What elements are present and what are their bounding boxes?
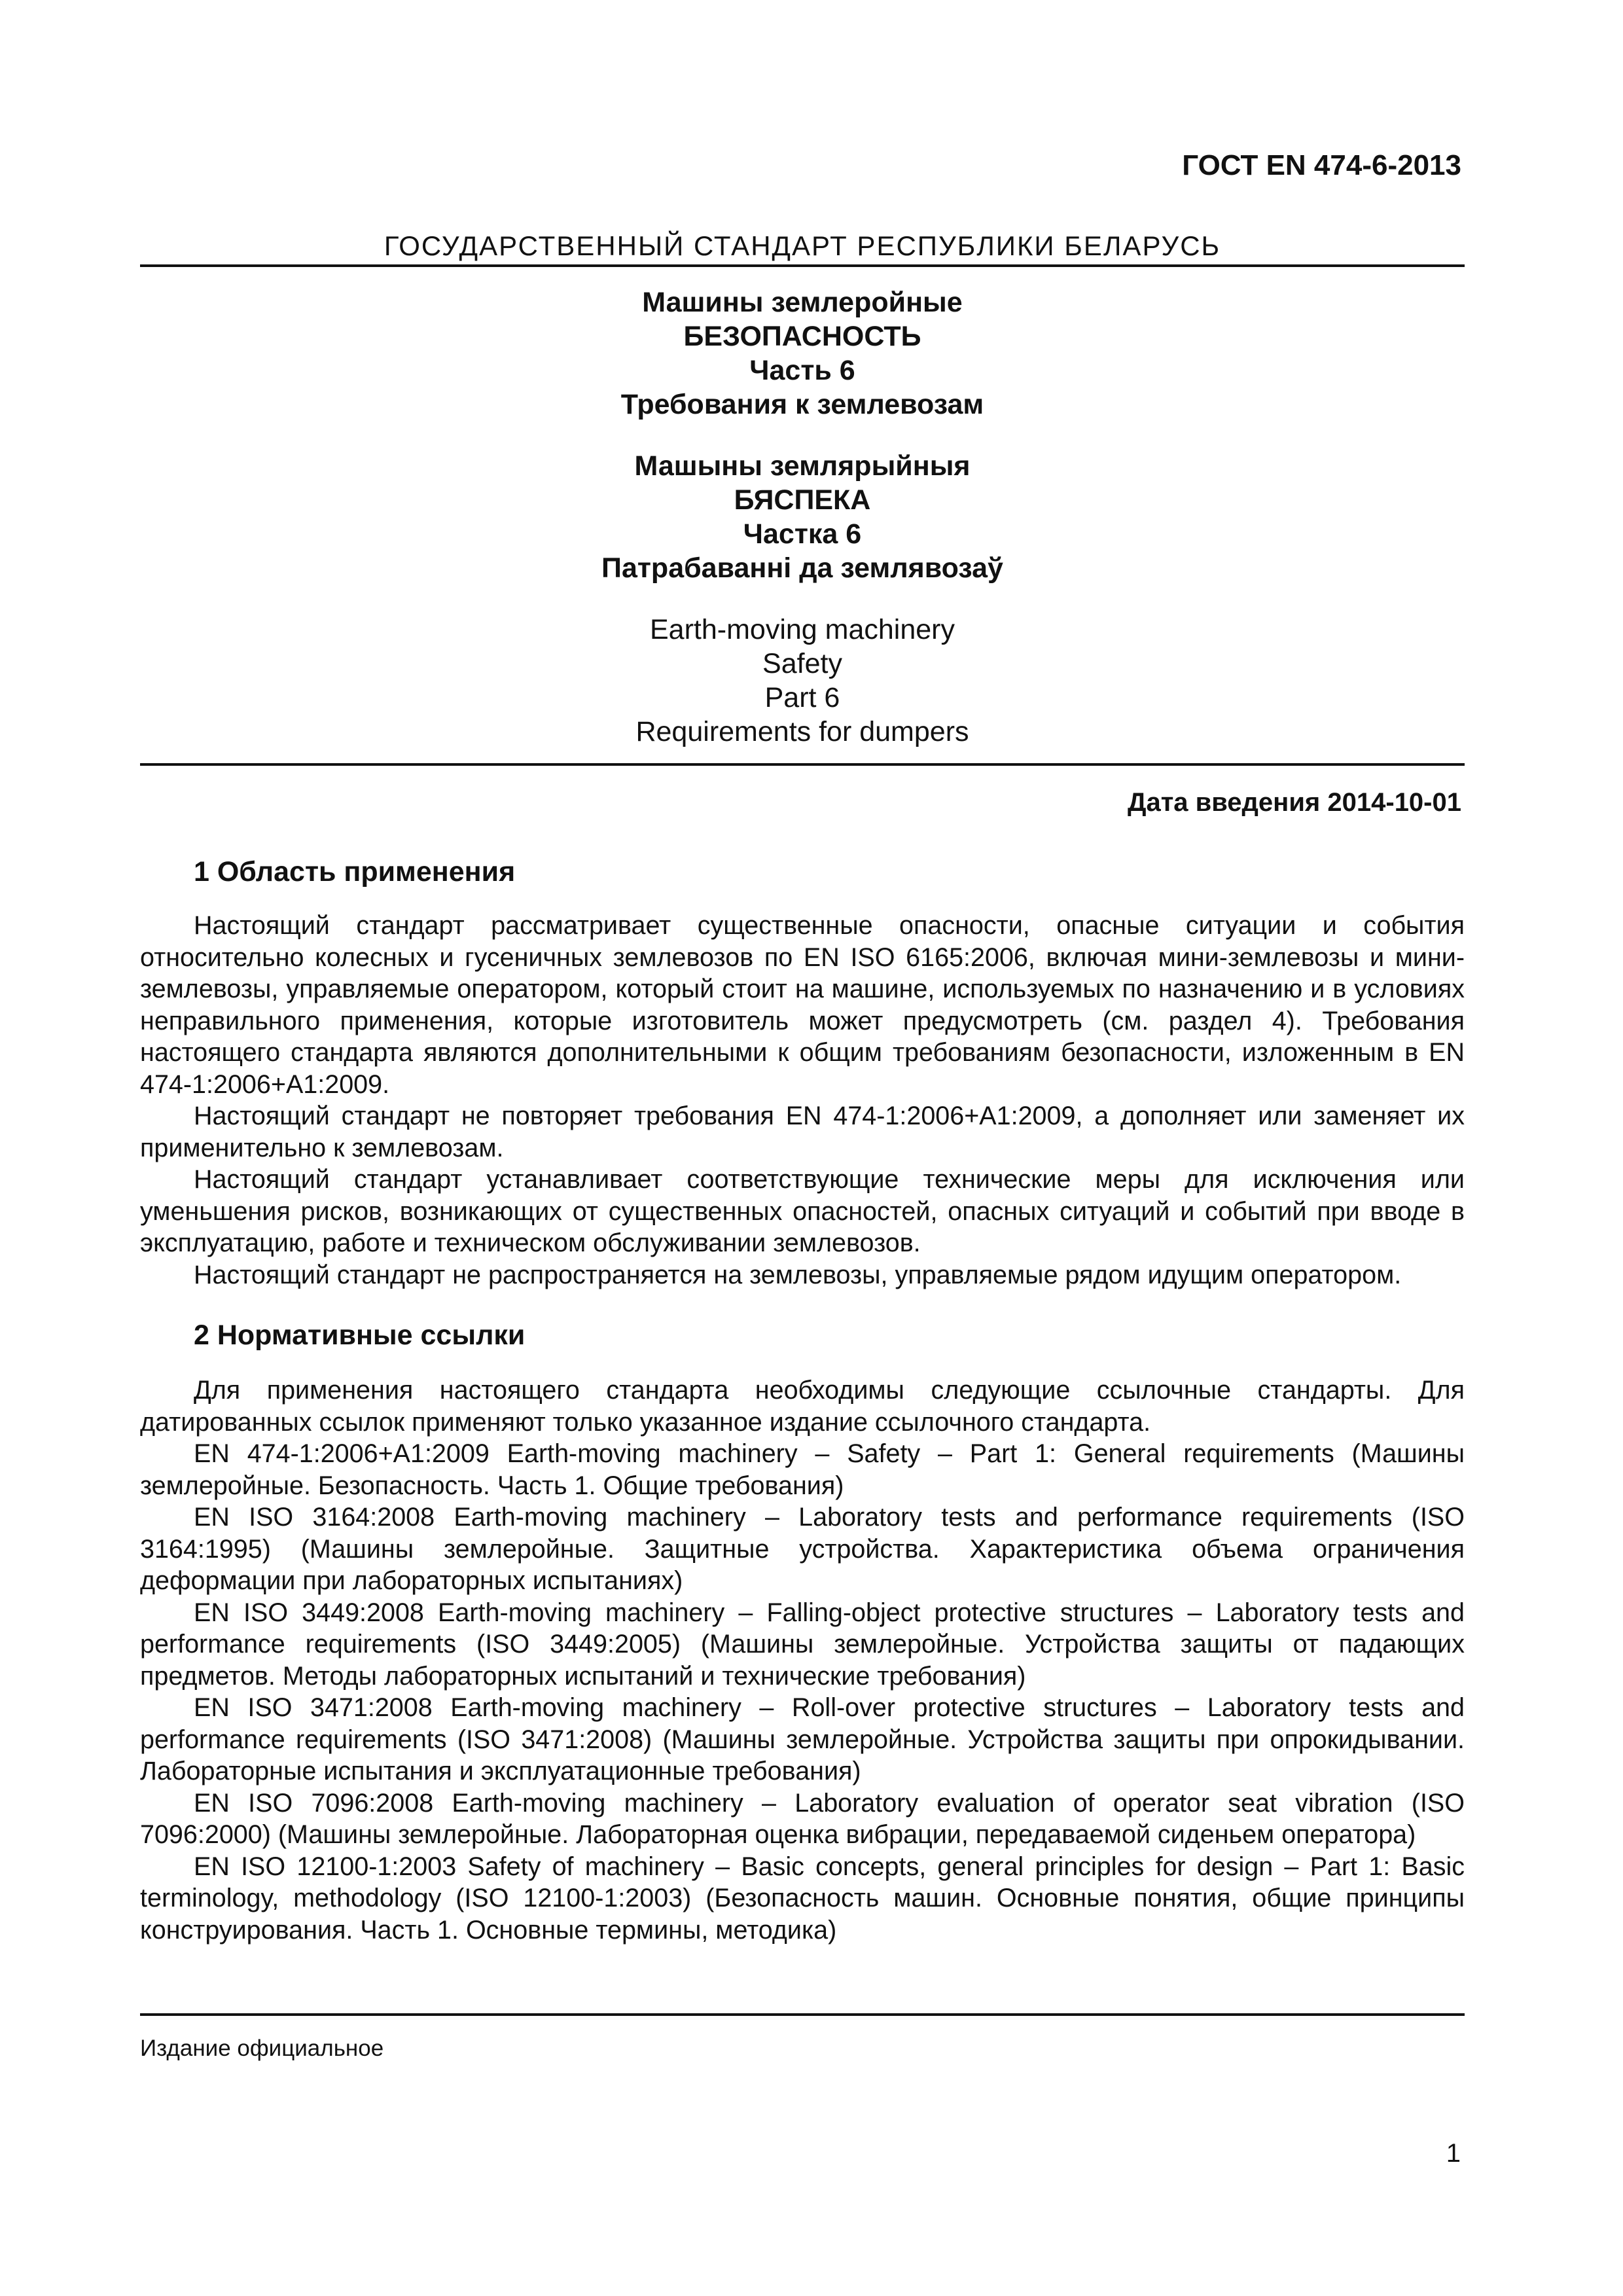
header-rule bbox=[140, 264, 1465, 267]
document-code: ГОСТ EN 474-6-2013 bbox=[1182, 149, 1461, 181]
title-be-line-1: Машыны землярыйныя bbox=[634, 450, 971, 482]
title-ru-line-1: Машины землеройные bbox=[642, 287, 963, 318]
title-en-line-4: Requirements for dumpers bbox=[635, 716, 969, 747]
title-en-line-3: Part 6 bbox=[764, 682, 840, 713]
section-1-body bbox=[140, 910, 1465, 1291]
page-number: 1 bbox=[1446, 2139, 1461, 2168]
reference-en-iso-12100-1: EN ISO 12100-1:2003 Safety of machinery – Basic concepts, general principles for design – Part 1: Basic terminology, methodology (ISO 12100-1:2003) (Безопасность машин. Основные понятия, общие принципы конструирования. Часть 1. Основные термины, методика) bbox=[140, 1852, 1465, 1945]
title-ru-line-4: Требования к землевозам bbox=[620, 389, 984, 420]
reference-en-474-1: EN 474-1:2006+A1:2009 Earth-moving machinery – Safety – Part 1: General requirements (Машины землеройные. Безопасность. Часть 1. Общие требования) bbox=[140, 1439, 1465, 1500]
government-standard-title: ГОСУДАРСТВЕННЫЙ СТАНДАРТ РЕСПУБЛИКИ БЕЛАРУСЬ bbox=[383, 230, 1221, 261]
section-1-heading: 1 Область применения bbox=[194, 856, 516, 888]
reference-en-iso-3449: EN ISO 3449:2008 Earth-moving machinery – Falling-object protective structures – Laboratory tests and performance requirements (ISO 3449:2005) (Машины землеройные. Устройства защиты от падающих предметов. Методы лабораторных испытаний и технические требования) bbox=[140, 1598, 1465, 1691]
section-1-paragraph-4: Настоящий стандарт не распространяется на землевозы, управляемые рядом идущим оператором. bbox=[194, 1260, 1402, 1289]
section-2-heading: 2 Нормативные ссылки bbox=[194, 1319, 526, 1351]
title-rule bbox=[140, 763, 1465, 766]
reference-en-iso-3471: EN ISO 3471:2008 Earth-moving machinery – Roll-over protective structures – Laboratory tests and performance requirements (ISO 3471:2008) (Машины землеройные. Устройства защиты при опрокидывании. Лабораторные испытания и эксплуатационные требования) bbox=[140, 1693, 1465, 1785]
section-2-paragraph-1: Для применения настоящего стандарта необходимы следующие ссылочные стандарты. Для датированных ссылок применяют только указанное издание ссылочного стандарта. bbox=[140, 1376, 1465, 1437]
section-1-paragraph-3: Настоящий стандарт устанавливает соответствующие технические меры для исключения или уменьшения рисков, возникающих от существенных опасностей, опасных ситуаций и событий при вводе в эксплуатацию, работе и техническом обслуживании землевозов. bbox=[140, 1165, 1465, 1257]
title-be-line-4: Патрабаванні да землявозаў bbox=[601, 552, 1003, 584]
introduction-date: Дата введения 2014-10-01 bbox=[1127, 788, 1461, 817]
title-ru-line-3: Часть 6 bbox=[749, 355, 855, 386]
title-russian bbox=[140, 285, 1465, 422]
title-en-line-2: Safety bbox=[762, 648, 842, 679]
reference-en-iso-3164: EN ISO 3164:2008 Earth-moving machinery – Laboratory tests and performance requirements (ISO 3164:1995) (Машины землеройные. Защитные устройства. Характеристика объема ограничения деформации при лабораторных испытаниях) bbox=[140, 1503, 1465, 1595]
edition-note: Издание официальное bbox=[140, 2036, 384, 2061]
title-ru-line-2: БЕЗОПАСНОСТЬ bbox=[683, 321, 921, 352]
title-be-line-3: Частка 6 bbox=[743, 518, 862, 550]
reference-en-iso-7096: EN ISO 7096:2008 Earth-moving machinery – Laboratory evaluation of operator seat vibration (ISO 7096:2000) (Машины землеройные. Лабораторная оценка вибрации, передаваемой сиденьем оператора) bbox=[140, 1788, 1465, 1849]
footer-rule bbox=[140, 2013, 1465, 2016]
section-1-paragraph-2: Настоящий стандарт не повторяет требования EN 474-1:2006+A1:2009, а дополняет или заменяет их применительно к землевозам. bbox=[140, 1102, 1465, 1162]
section-2-body bbox=[140, 1374, 1465, 1946]
title-be-line-2: БЯСПЕКА bbox=[734, 484, 871, 516]
title-english bbox=[140, 613, 1465, 749]
title-belarusian bbox=[140, 449, 1465, 585]
section-1-paragraph-1: Настоящий стандарт рассматривает существенные опасности, опасные ситуации и события относительно колесных и гусеничных землевозов по EN ISO 6165:2006, включая мини-землевозы и мини-землевозы, управляемые оператором, который стоит на машине, используемых по назначению и в условиях неправильного применения, которые изготовитель может предусмотреть (см. раздел 4). Требования настоящего стандарта являются дополнительными к общим требованиям безопасности, изложенным в EN 474-1:2006+A1:2009. bbox=[140, 911, 1465, 1099]
title-en-line-1: Earth-moving machinery bbox=[649, 614, 955, 645]
